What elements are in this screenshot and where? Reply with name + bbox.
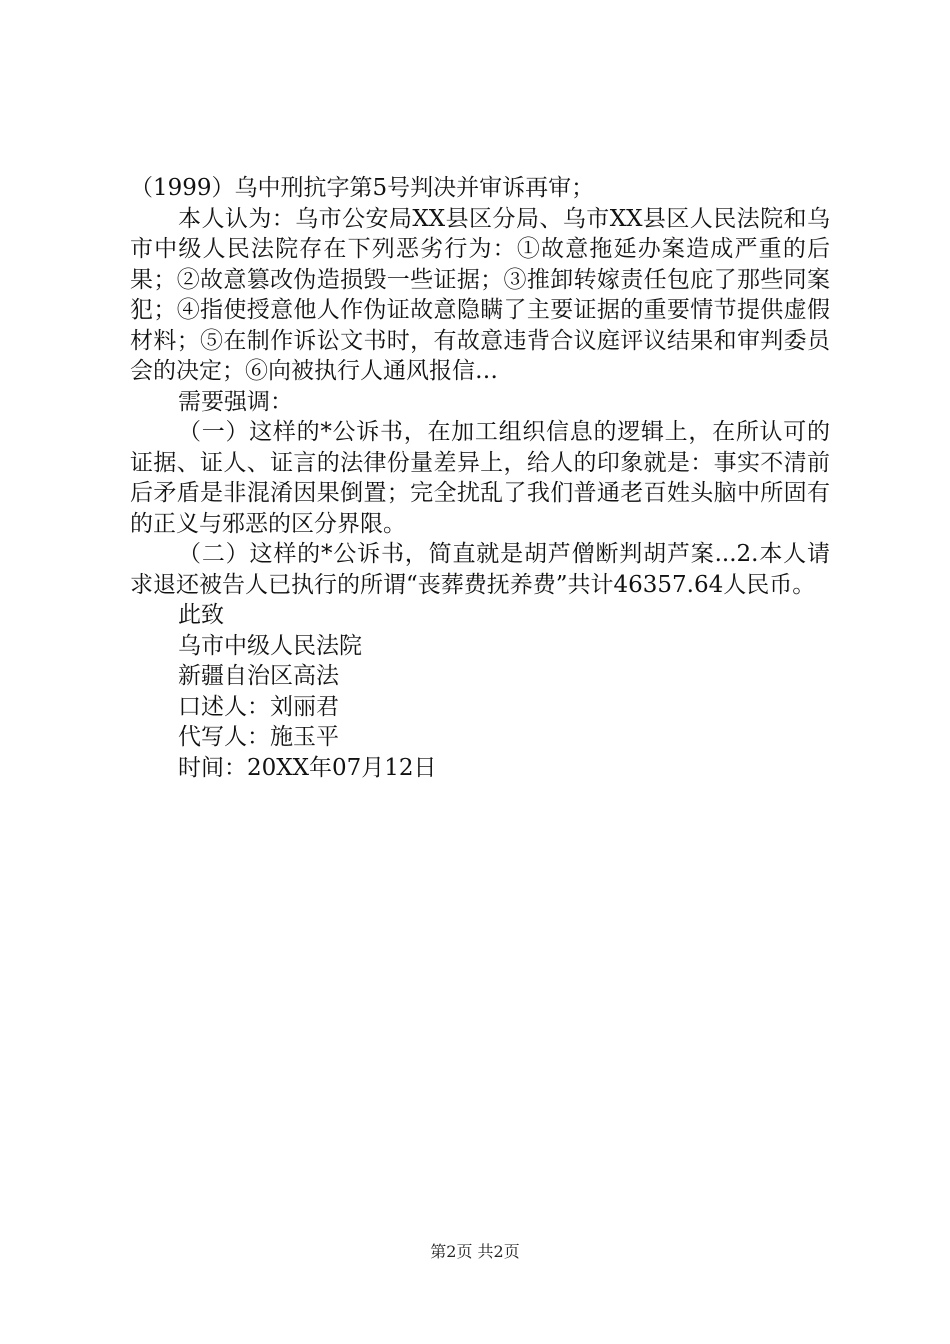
document-body	[130, 173, 830, 783]
written-by-line: 代写人：施玉平	[178, 724, 339, 750]
date-line: 时间：20XX年07月12日	[178, 754, 437, 781]
dictated-by-line: 口述人：刘丽君	[178, 693, 339, 720]
point-two-paragraph: （二）这样的*公诉书，简直就是胡芦僧断判胡芦案...2.本人请求退还被告人已执行的所谓“丧葬费抚养费”共计46357.64人民币。	[130, 541, 830, 598]
recipient-court-2: 新疆自治区高法	[178, 663, 339, 689]
point-one-paragraph: （一）这样的*公诉书，在加工组织信息的逻辑上，在所认可的证据、证人、证言的法律份量差异上，给人的印象就是：事实不清前后矛盾是非混淆因果倒置；完全扰乱了我们普通老百姓头脑中所固有的正义与邪恶的区分界限。	[130, 419, 830, 537]
emphasis-heading: 需要强调：	[178, 388, 293, 415]
case-reference-line: （1999）乌中刑抗字第5号判决并审诉再审；	[130, 175, 595, 201]
opinion-paragraph: 本人认为：乌市公安局XX县区分局、乌市XX县区人民法院和乌市中级人民法院存在下列恶劣行为：①故意拖延办案造成严重的后果；②故意篡改伪造损毁一些证据；③推卸转嫁责任包庇了那些同案犯；④指使授意他人作伪证故意隐瞒了主要证据的重要情节提供虚假材料；⑤在制作诉讼文书时，有故意违背合议庭评议结果和审判委员会的决定；⑥向被执行人通风报信…	[130, 205, 830, 384]
recipient-court-1: 乌市中级人民法院	[178, 632, 362, 659]
closing-salutation: 此致	[178, 602, 224, 628]
page-footer: 第2页 共2页	[430, 1242, 520, 1261]
